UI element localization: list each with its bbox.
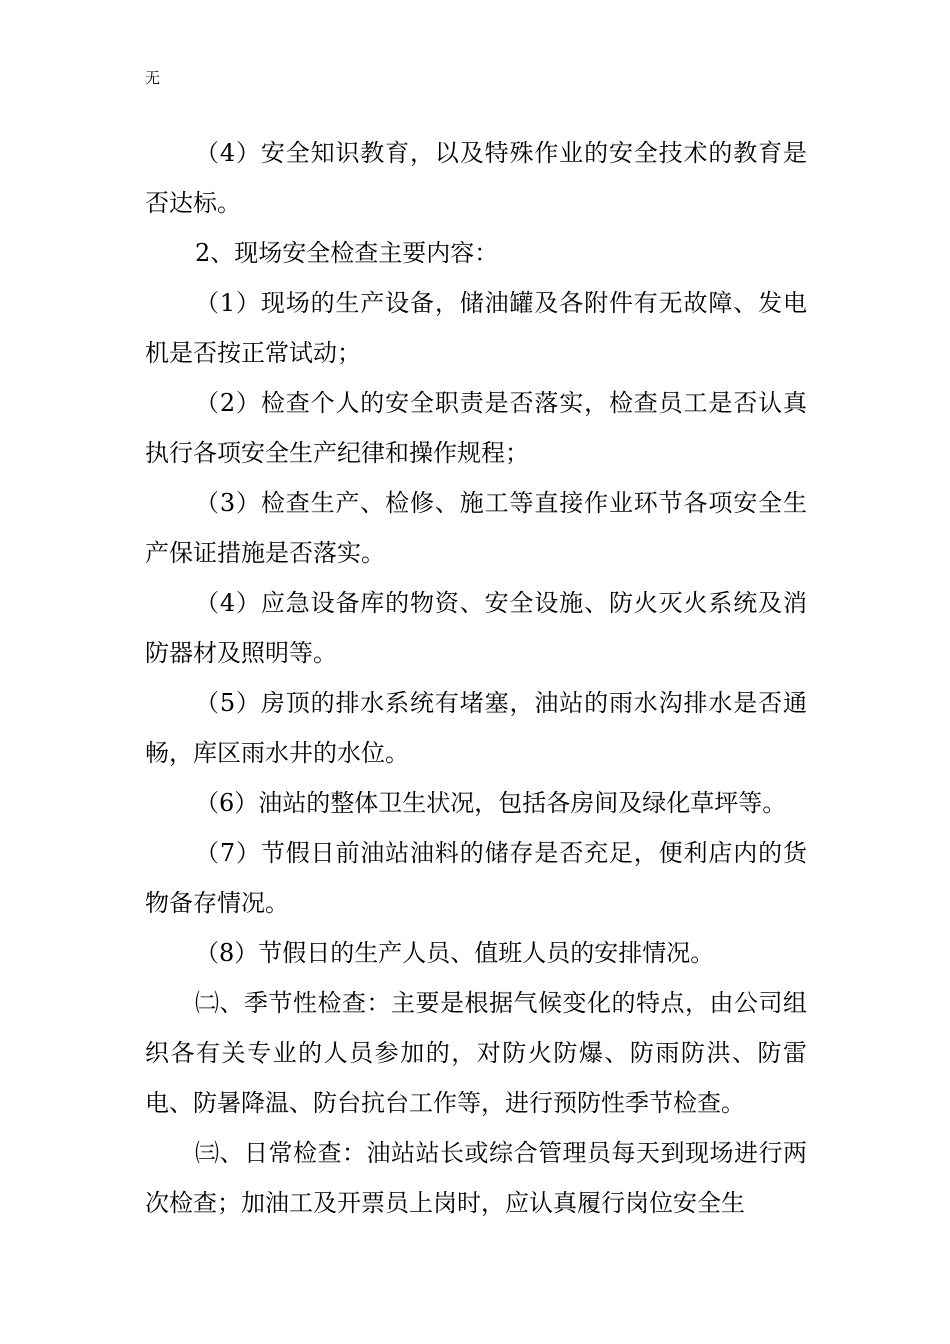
paragraph-item-8-staffing: （8）节假日的生产人员、值班人员的安排情况。: [195, 939, 715, 967]
document-body: [145, 128, 807, 1228]
paragraph-item-6-hygiene: （6）油站的整体卫生状况，包括各房间及绿化草坪等。: [195, 789, 787, 817]
paragraph-item-1-equipment: （1）现场的生产设备，储油罐及各附件有无故障、发电机是否按正常试动；: [145, 289, 807, 367]
paragraph-item-4-safety-education: （4）安全知识教育，以及特殊作业的安全技术的教育是否达标。: [145, 139, 807, 217]
paragraph-item-7-holiday-storage: （7）节假日前油站油料的储存是否充足，便利店内的货物备存情况。: [145, 839, 807, 917]
paragraph-seasonal-inspection: ㈡、季节性检查：主要是根据气候变化的特点，由公司组织各有关专业的人员参加的，对防火防爆、防雨防洪、防雷电、防暑降温、防台抗台工作等，进行预防性季节检查。: [145, 989, 807, 1117]
page-header: 无: [145, 69, 161, 87]
paragraph-item-2-responsibility: （2）检查个人的安全职责是否落实，检查员工是否认真执行各项安全生产纪律和操作规程；: [145, 389, 807, 467]
section-heading-site-inspection: 2、现场安全检查主要内容：: [195, 239, 499, 267]
paragraph-item-4-emergency-equipment: （4）应急设备库的物资、安全设施、防火灭火系统及消防器材及照明等。: [145, 589, 807, 667]
paragraph-daily-inspection: ㈢、日常检查：油站站长或综合管理员每天到现场进行两次检查；加油工及开票员上岗时，应认真履行岗位安全生: [145, 1139, 807, 1217]
paragraph-item-3-measures: （3）检查生产、检修、施工等直接作业环节各项安全生产保证措施是否落实。: [145, 489, 807, 567]
paragraph-item-5-drainage: （5）房顶的排水系统有堵塞，油站的雨水沟排水是否通畅，库区雨水井的水位。: [145, 689, 807, 767]
